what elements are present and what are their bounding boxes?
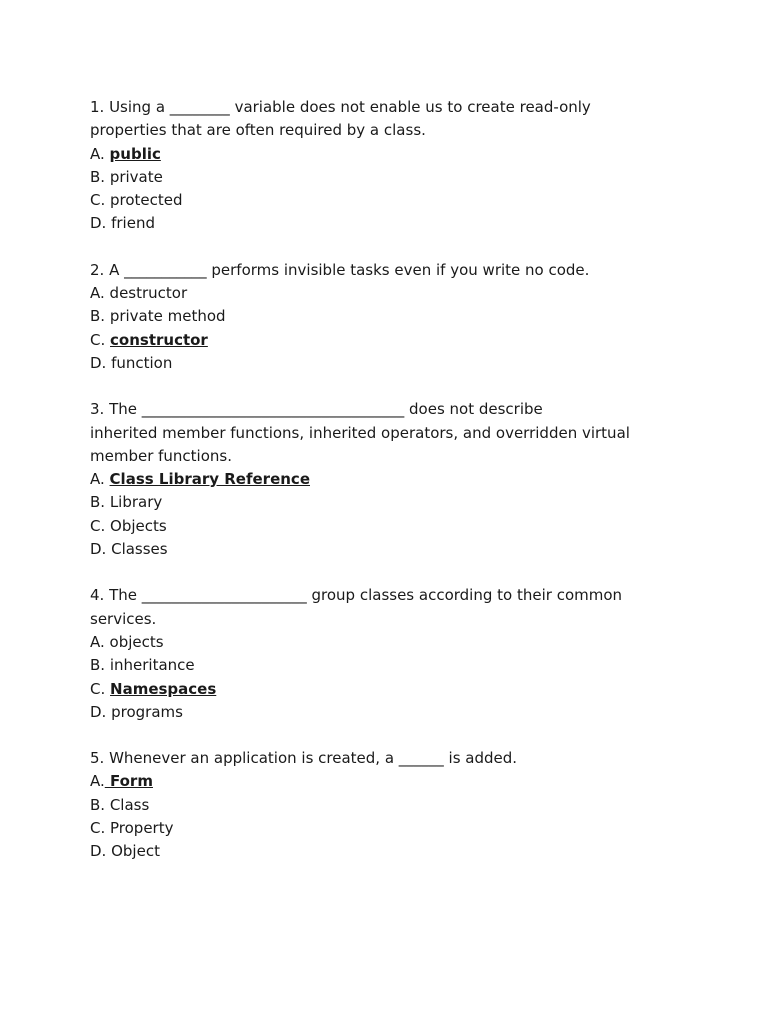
option-text: inheritance (109, 656, 195, 675)
option-letter: B. (90, 307, 110, 326)
option-d (90, 840, 690, 863)
option-letter: A. (90, 772, 105, 791)
option-letter: A. (90, 632, 110, 651)
option-letter: C. (90, 330, 111, 349)
option-text: Library (109, 493, 163, 512)
question-stem: 1. Using a ________ variable does not enable us to create read-only properties that are often required by a class. (90, 98, 591, 140)
option-text: Object (111, 842, 160, 861)
option-d (90, 701, 690, 724)
option-text: Class (109, 795, 150, 814)
correct-answer: constructor (110, 330, 208, 349)
option-letter: C. (90, 679, 111, 698)
option-letter: A. (90, 284, 110, 303)
option-letter: B. (90, 795, 110, 814)
option-letter: D. (90, 540, 112, 559)
option-text: private (109, 167, 163, 186)
option-b (90, 305, 690, 328)
correct-answer: Namespaces (110, 679, 217, 698)
option-letter: A. (90, 144, 110, 163)
option-text: protected (110, 191, 183, 210)
correct-answer: Form (104, 772, 153, 791)
option-letter: B. (90, 493, 110, 512)
question-stem: 4. The ______________________ group classes according to their common services. (90, 586, 623, 628)
option-c (90, 515, 690, 538)
option-text: Objects (110, 516, 167, 535)
quiz-document (90, 96, 690, 887)
option-d (90, 538, 690, 561)
option-a (90, 468, 690, 491)
option-d (90, 352, 690, 375)
question-stem: 2. A ___________ performs invisible tasks even if you write no code. (90, 260, 590, 279)
option-letter: B. (90, 656, 110, 675)
option-a (90, 631, 690, 654)
option-text: Property (110, 819, 174, 838)
option-a (90, 770, 690, 793)
question-4 (90, 584, 690, 724)
option-b (90, 654, 690, 677)
question-1 (90, 96, 690, 236)
correct-answer: public (109, 144, 161, 163)
option-text: programs (111, 702, 183, 721)
option-letter: D. (90, 842, 112, 861)
option-letter: B. (90, 167, 110, 186)
option-c (90, 817, 690, 840)
option-text: destructor (109, 284, 188, 303)
option-c (90, 189, 690, 212)
question-2 (90, 259, 690, 375)
option-text: friend (111, 214, 155, 233)
option-letter: D. (90, 702, 112, 721)
option-letter: D. (90, 214, 112, 233)
option-c (90, 678, 690, 701)
correct-answer: Class Library Reference (109, 470, 310, 489)
option-b (90, 166, 690, 189)
option-letter: C. (90, 516, 111, 535)
question-stem: 3. The ___________________________________ does not describe inherited member functions, inherited operators, and overridden virtual member functions. (90, 400, 630, 465)
option-letter: D. (90, 353, 112, 372)
option-letter: C. (90, 191, 111, 210)
option-text: function (111, 353, 173, 372)
question-stem: 5. Whenever an application is created, a ______ is added. (90, 749, 518, 768)
question-3 (90, 398, 690, 561)
option-text: objects (109, 632, 164, 651)
option-b (90, 794, 690, 817)
question-5 (90, 747, 690, 863)
option-text: private method (109, 307, 226, 326)
option-letter: C. (90, 819, 111, 838)
option-a (90, 282, 690, 305)
option-a (90, 143, 690, 166)
option-c (90, 329, 690, 352)
option-letter: A. (90, 470, 110, 489)
option-d (90, 212, 690, 235)
option-b (90, 491, 690, 514)
option-text: Classes (111, 540, 168, 559)
